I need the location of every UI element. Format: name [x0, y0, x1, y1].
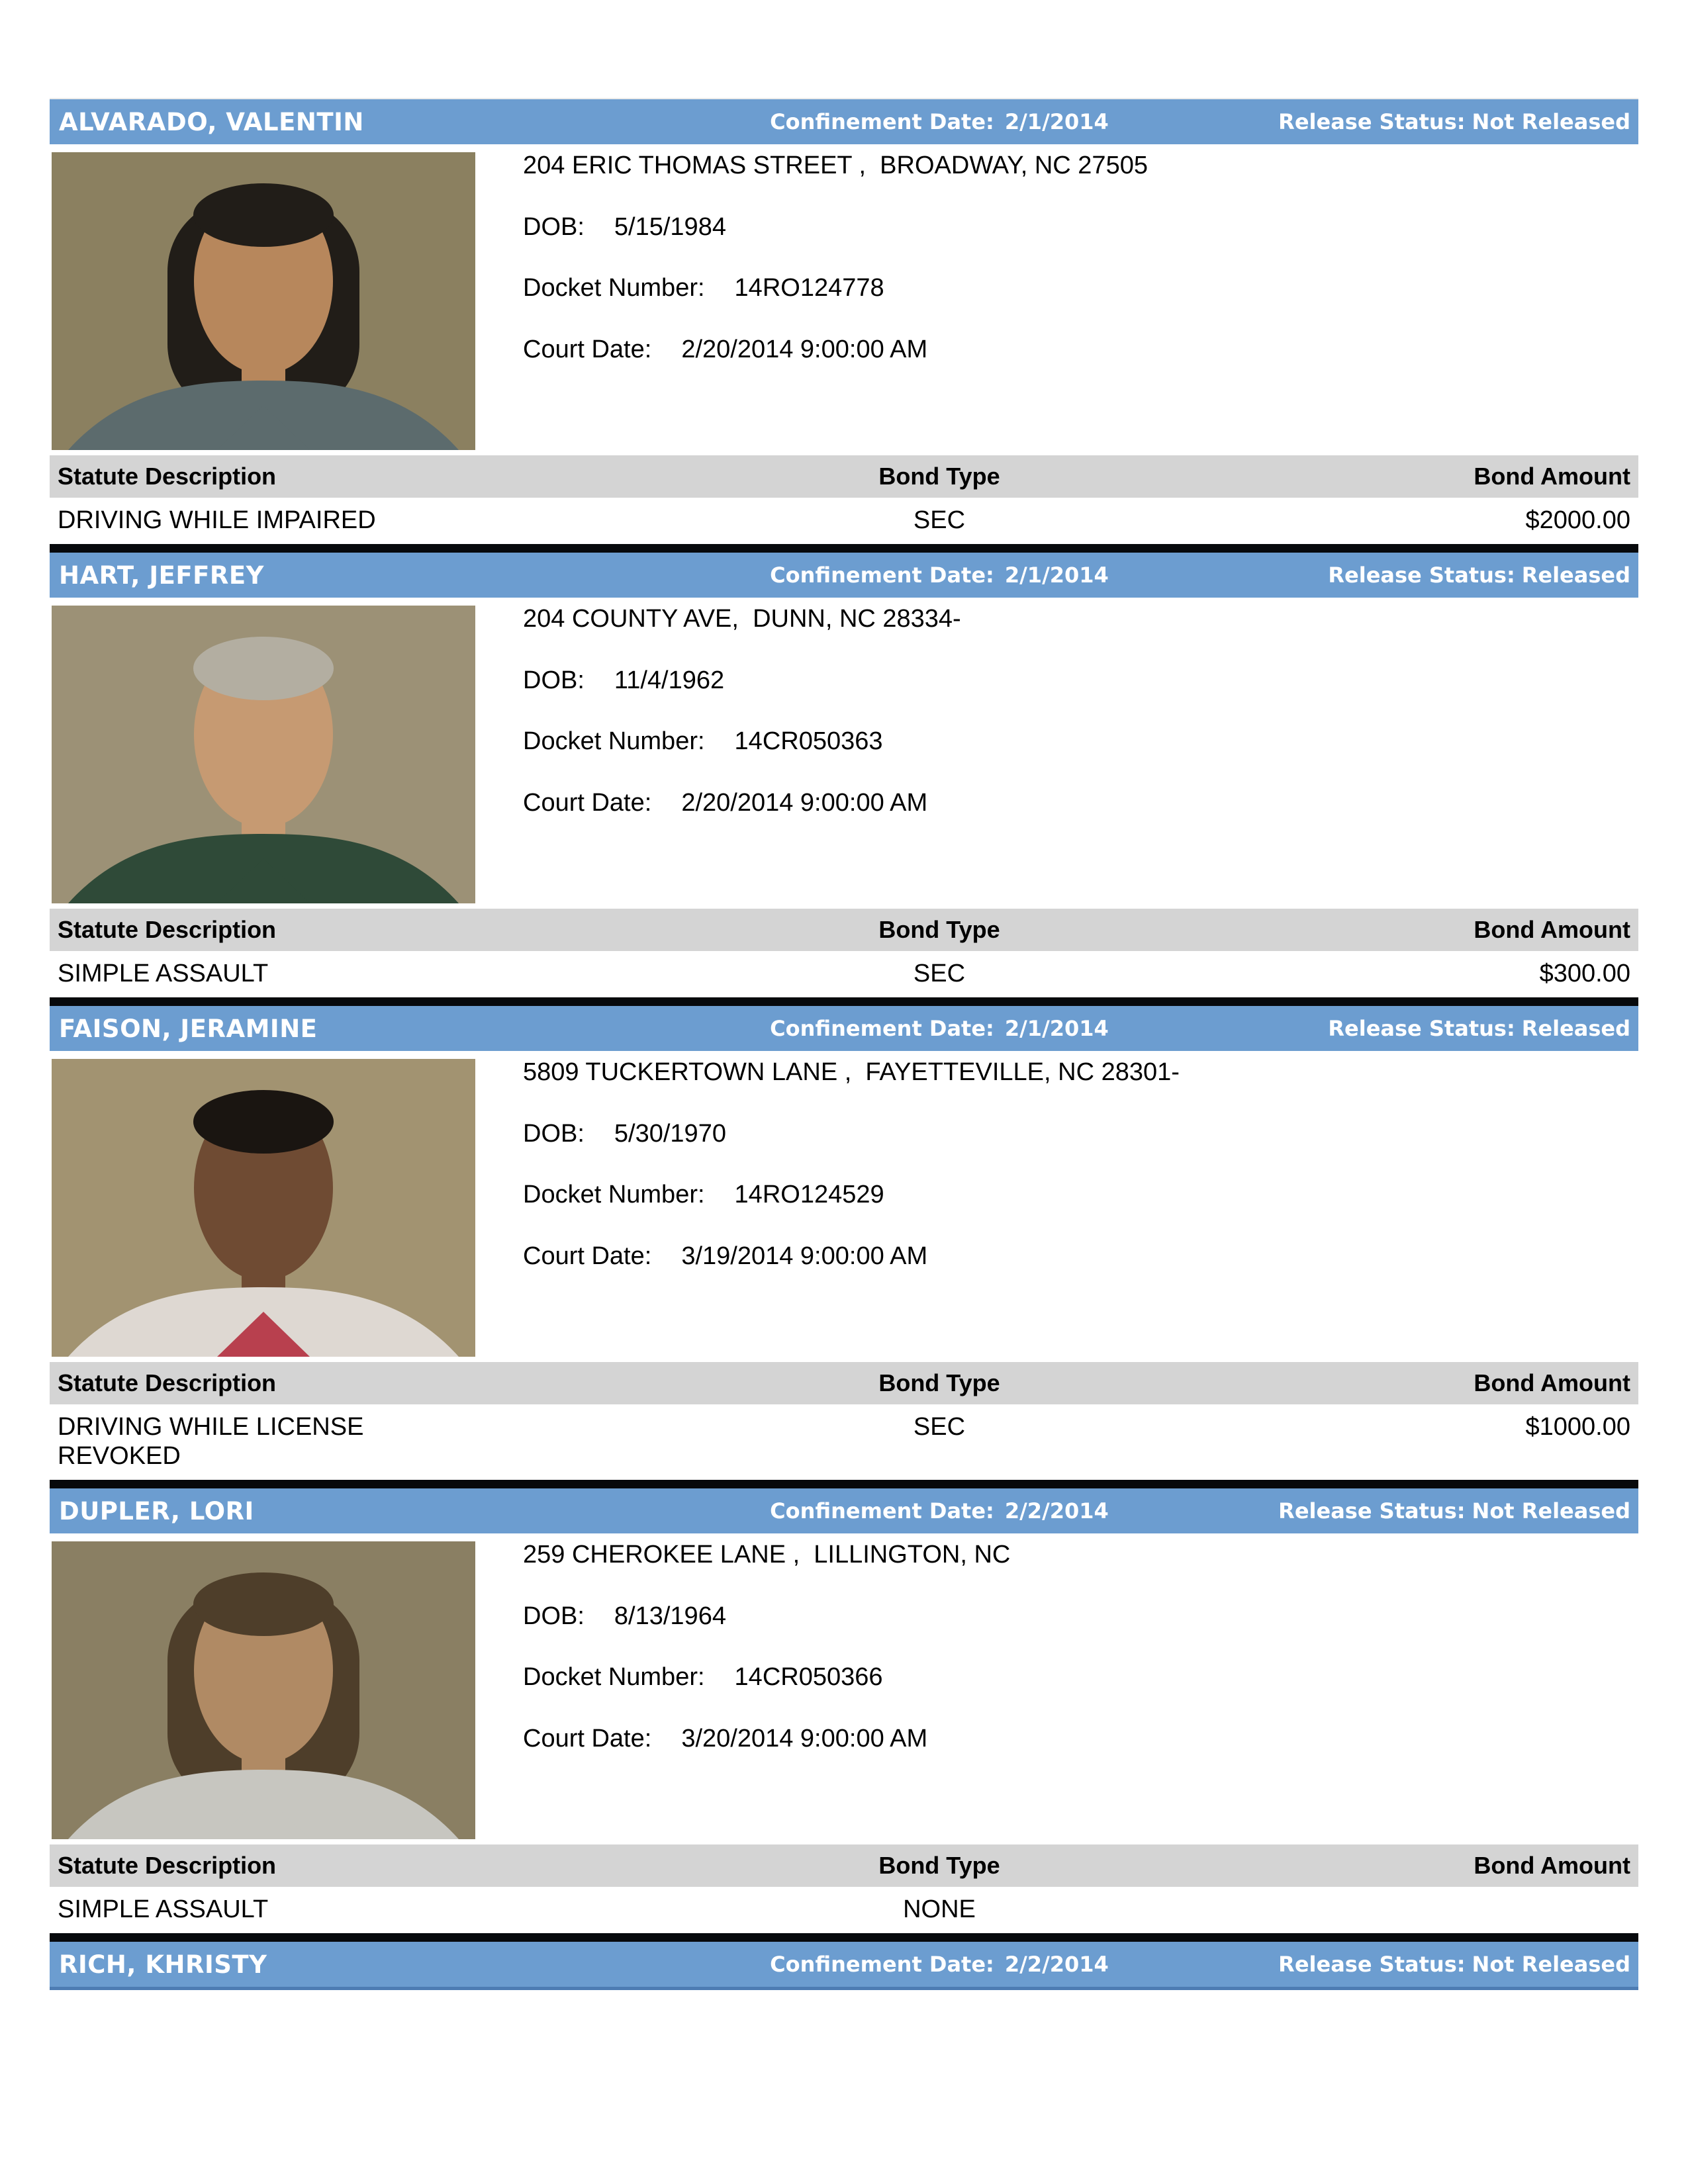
bond-amount-header: Bond Amount	[1474, 1852, 1630, 1879]
release-status	[1130, 1498, 1638, 1524]
confinement-date-value: 2/2/2014	[1004, 1952, 1109, 1977]
bond-amount-header: Bond Amount	[1474, 463, 1630, 490]
charges-header-row	[50, 1362, 1638, 1404]
release-status	[1130, 563, 1638, 588]
statute-description-cell: SIMPLE ASSAULT	[58, 960, 269, 987]
charges-header-row	[50, 909, 1638, 951]
bond-amount-header: Bond Amount	[1474, 916, 1630, 943]
dob-line	[523, 212, 1638, 243]
release-status-value: Released	[1521, 1016, 1630, 1041]
inmate-record	[50, 553, 1638, 992]
confinement-date-value: 2/1/2014	[1004, 1016, 1109, 1041]
bond-type-header: Bond Type	[878, 916, 1000, 943]
docket-number-value: 14CR050363	[734, 727, 883, 756]
court-date-line	[523, 788, 1638, 819]
confinement-date-label: Confinement Date:	[770, 1952, 994, 1977]
inmate-details	[523, 1540, 1638, 1754]
docket-number-label: Docket Number:	[523, 727, 705, 756]
court-date-label: Court Date:	[523, 1242, 652, 1270]
bond-type-cell: SEC	[913, 506, 966, 534]
record-separator	[50, 1928, 1638, 1942]
mugshot-silhouette	[52, 1541, 475, 1839]
court-date-label: Court Date:	[523, 1724, 652, 1752]
docket-number-label: Docket Number:	[523, 1663, 705, 1692]
statute-description-cell: SIMPLE ASSAULT	[58, 1895, 269, 1923]
record-separator	[50, 539, 1638, 553]
statute-description-cell: DRIVING WHILE IMPAIRED	[58, 506, 376, 534]
bond-amount-cell: $300.00	[1539, 960, 1630, 987]
dob-line	[523, 666, 1638, 696]
confinement-date-label: Confinement Date:	[770, 109, 994, 134]
dob-value: 11/4/1962	[614, 666, 725, 694]
charges-table	[50, 1844, 1638, 1928]
dob-value: 5/15/1984	[614, 212, 726, 241]
mugshot-photo	[52, 1541, 475, 1839]
inmate-name: ALVARADO, VALENTIN	[59, 107, 364, 136]
bond-type-cell: SEC	[913, 960, 966, 987]
release-status-label: Release Status:	[1278, 109, 1466, 134]
release-status	[1130, 1016, 1638, 1041]
dob-label: DOB:	[523, 1602, 585, 1630]
docket-number-label: Docket Number:	[523, 1181, 705, 1209]
confinement-date-label: Confinement Date:	[770, 1498, 994, 1524]
separator-bar	[50, 544, 1638, 553]
court-date-value: 3/19/2014 9:00:00 AM	[681, 1242, 928, 1270]
bond-type-cell: NONE	[903, 1895, 976, 1923]
bond-type-header: Bond Type	[878, 1852, 1000, 1879]
confinement-date-label: Confinement Date:	[770, 1016, 994, 1041]
confinement-date	[749, 1952, 1130, 1977]
confinement-date-value: 2/1/2014	[1004, 563, 1109, 588]
inmate-address: 204 COUNTY AVE, DUNN, NC 28334-	[523, 605, 961, 633]
confinement-date	[749, 563, 1130, 588]
statute-description-header: Statute Description	[58, 1369, 277, 1396]
record-banner	[50, 553, 1638, 598]
court-date-line	[523, 335, 1638, 365]
inmate-address: 204 ERIC THOMAS STREET , BROADWAY, NC 27505	[523, 152, 1148, 179]
bond-type-cell: SEC	[913, 1413, 966, 1441]
statute-description-header: Statute Description	[58, 463, 277, 490]
release-status	[1130, 1952, 1638, 1977]
release-status-value: Not Released	[1472, 1498, 1630, 1524]
docket-line	[523, 273, 1638, 304]
inmate-record	[50, 1006, 1638, 1475]
inmate-address: 5809 TUCKERTOWN LANE , FAYETTEVILLE, NC 28301-	[523, 1058, 1180, 1086]
release-status-label: Release Status:	[1328, 1016, 1515, 1041]
inmate-record	[50, 1942, 1638, 1990]
statute-description-header: Statute Description	[58, 1852, 277, 1879]
docket-number-value: 14CR050366	[734, 1663, 883, 1692]
dob-value: 5/30/1970	[614, 1119, 726, 1148]
dob-line	[523, 1119, 1638, 1150]
docket-number-label: Docket Number:	[523, 274, 705, 302]
mugshot-photo	[52, 1059, 475, 1357]
charge-row	[50, 951, 1638, 992]
confinement-date-label: Confinement Date:	[770, 563, 994, 588]
charges-table	[50, 909, 1638, 992]
record-banner	[50, 1942, 1638, 1990]
inmate-address: 259 CHEROKEE LANE , LILLINGTON, NC	[523, 1541, 1011, 1569]
docket-number-value: 14RO124778	[734, 274, 884, 302]
inmate-record	[50, 98, 1638, 539]
docket-line	[523, 1180, 1638, 1210]
record-banner	[50, 98, 1638, 144]
docket-line	[523, 727, 1638, 757]
mugshot-silhouette	[52, 1059, 475, 1357]
record-separator	[50, 1475, 1638, 1488]
release-status-value: Released	[1521, 563, 1630, 588]
record-body	[50, 1533, 1638, 1844]
record-body	[50, 1051, 1638, 1362]
inmate-name: DUPLER, LORI	[59, 1496, 254, 1525]
bond-amount-header: Bond Amount	[1474, 1369, 1630, 1396]
charge-row	[50, 1404, 1638, 1475]
court-date-label: Court Date:	[523, 335, 652, 363]
separator-bar	[50, 1480, 1638, 1488]
release-status-label: Release Status:	[1278, 1952, 1466, 1977]
confinement-date	[749, 1016, 1130, 1041]
separator-bar	[50, 997, 1638, 1006]
release-status-label: Release Status:	[1278, 1498, 1466, 1524]
inmate-name: RICH, KHRISTY	[59, 1950, 267, 1979]
separator-bar	[50, 1933, 1638, 1942]
confinement-date	[749, 1498, 1130, 1524]
dob-line	[523, 1602, 1638, 1632]
court-date-line	[523, 1242, 1638, 1272]
inmate-name: FAISON, JERAMINE	[59, 1014, 318, 1043]
mugshot-photo	[52, 152, 475, 450]
charges-table	[50, 1362, 1638, 1475]
report-content	[50, 98, 1638, 1990]
release-status	[1130, 109, 1638, 134]
charges-table	[50, 455, 1638, 539]
bond-type-header: Bond Type	[878, 463, 1000, 490]
dob-value: 8/13/1964	[614, 1602, 726, 1630]
charge-row	[50, 498, 1638, 539]
docket-number-value: 14RO124529	[734, 1181, 884, 1209]
release-status-value: Not Released	[1472, 1952, 1630, 1977]
confinement-date-value: 2/1/2014	[1004, 109, 1109, 134]
dob-label: DOB:	[523, 212, 585, 241]
inmate-details	[523, 1058, 1638, 1271]
court-date-line	[523, 1724, 1638, 1754]
confinement-date-value: 2/2/2014	[1004, 1498, 1109, 1524]
mugshot-photo	[52, 606, 475, 903]
record-body	[50, 598, 1638, 909]
dob-label: DOB:	[523, 1119, 585, 1148]
statute-description-cell: DRIVING WHILE LICENSE REVOKED	[58, 1413, 364, 1470]
charges-header-row	[50, 1844, 1638, 1887]
record-banner	[50, 1006, 1638, 1051]
bond-amount-cell: $2000.00	[1525, 506, 1630, 534]
court-date-label: Court Date:	[523, 788, 652, 817]
record-body	[50, 144, 1638, 455]
bond-type-header: Bond Type	[878, 1369, 1000, 1396]
bond-amount-cell: $1000.00	[1525, 1413, 1630, 1441]
charges-header-row	[50, 455, 1638, 498]
inmate-record	[50, 1488, 1638, 1928]
inmate-name: HART, JEFFREY	[59, 561, 264, 590]
mugshot-silhouette	[52, 606, 475, 903]
inmate-details	[523, 151, 1638, 365]
release-status-label: Release Status:	[1328, 563, 1515, 588]
dob-label: DOB:	[523, 666, 585, 694]
court-date-value: 3/20/2014 9:00:00 AM	[681, 1724, 928, 1752]
inmate-details	[523, 604, 1638, 818]
record-banner	[50, 1488, 1638, 1533]
release-status-value: Not Released	[1472, 109, 1630, 134]
docket-line	[523, 1662, 1638, 1693]
court-date-value: 2/20/2014 9:00:00 AM	[681, 788, 928, 817]
confinement-date	[749, 109, 1130, 134]
mugshot-silhouette	[52, 152, 475, 450]
charge-row	[50, 1887, 1638, 1928]
court-date-value: 2/20/2014 9:00:00 AM	[681, 335, 928, 363]
record-separator	[50, 992, 1638, 1006]
statute-description-header: Statute Description	[58, 916, 277, 943]
